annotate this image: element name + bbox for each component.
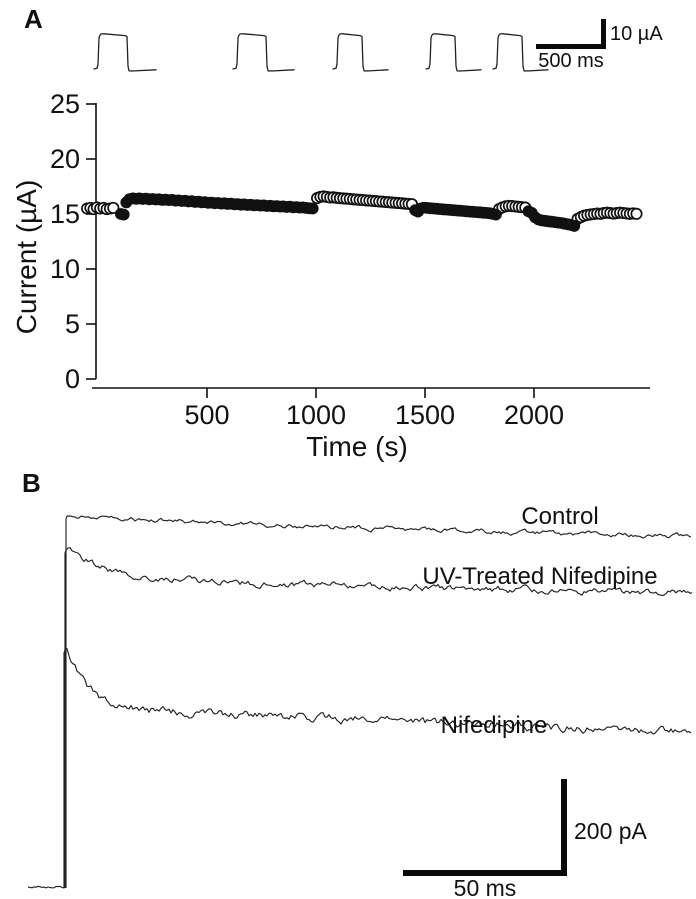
trace-label-nifedipine: Nifedipine — [440, 712, 548, 739]
x-tick-label: 1000 — [285, 400, 347, 430]
panel-b-chart — [0, 462, 696, 899]
scalebar-horizontal — [536, 44, 606, 49]
x-tick-label: 2000 — [503, 400, 565, 430]
stimulus-pulse-traces — [94, 34, 548, 71]
scatter-series — [82, 191, 642, 231]
filled-data-point — [491, 209, 502, 220]
stimulus-pulse — [426, 34, 481, 71]
panel-a-axes — [50, 89, 650, 430]
open-data-point — [631, 209, 641, 219]
panel-b-label: B — [22, 468, 41, 498]
x-axis-title: Time (s) — [306, 431, 408, 462]
filled-data-point — [569, 221, 580, 232]
y-tick-label: 5 — [64, 309, 80, 339]
y-axis-title: Current (µA) — [11, 179, 42, 335]
trace-nifedipine — [28, 649, 691, 888]
y-tick-label: 25 — [49, 89, 80, 119]
stimulus-pulse — [233, 34, 294, 71]
filled-data-point — [118, 209, 129, 220]
scalebar-current-label: 10 µA — [610, 23, 663, 45]
filled-data-point — [307, 203, 318, 214]
panel-a-label: A — [24, 4, 43, 34]
panel-a-scalebar — [536, 19, 663, 72]
scalebar-current-label: 200 pA — [574, 818, 647, 844]
stimulus-pulse — [333, 34, 388, 71]
y-tick-label: 15 — [49, 199, 80, 229]
x-tick-label: 500 — [184, 400, 230, 430]
y-tick-label: 10 — [49, 254, 80, 284]
y-tick-label: 0 — [64, 364, 80, 394]
trace-label-control: Control — [521, 503, 599, 530]
stimulus-pulse — [94, 34, 156, 71]
y-tick-label: 20 — [49, 144, 80, 174]
scalebar-time-label: 500 ms — [538, 50, 604, 72]
scalebar-vertical — [601, 19, 606, 49]
trace-label-uv-treated-nifedipine: UV-Treated Nifedipine — [422, 563, 658, 590]
x-tick-label: 1500 — [394, 400, 456, 430]
scalebar-vertical — [561, 779, 567, 876]
panel-b-scalebar — [403, 779, 648, 899]
scalebar-time-label: 50 ms — [453, 875, 517, 899]
